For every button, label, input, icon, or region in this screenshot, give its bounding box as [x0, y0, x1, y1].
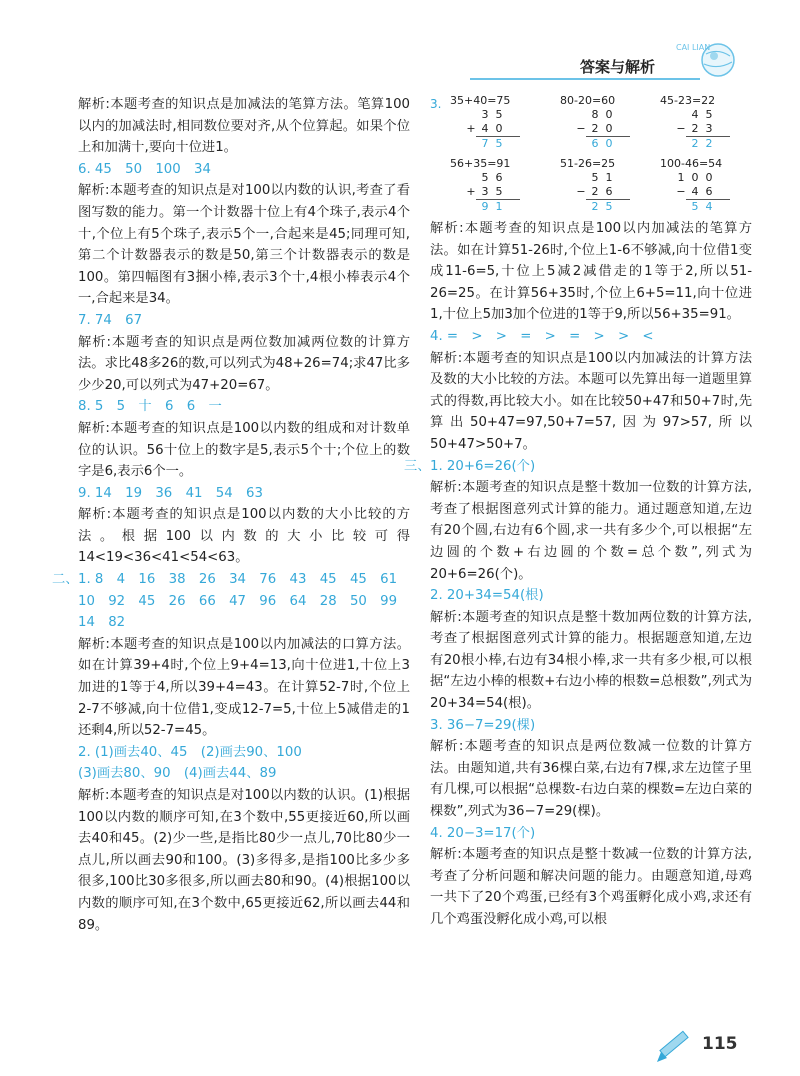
analysis-text: 解析:本题考查的知识点是整十数加两位数的计算方法,考查了根据图意列式计算的能力。根据题意知道,左边有20根小棒,右边有34根小棒,求一共有多少根,可以根据“左边小棒的根数+右边小棒的根数=总根数”,列式为20+34=54(根)。	[430, 609, 752, 712]
calc-digit: 5	[705, 108, 713, 121]
calc-digit	[574, 137, 588, 151]
calc-digit: 1	[605, 171, 613, 184]
calc-digit: 5	[691, 200, 699, 213]
calc-digit	[464, 200, 478, 214]
vertical-calc	[450, 157, 560, 214]
answer-2-1-line3: 14 82	[78, 615, 126, 631]
calc-digit: 3	[481, 108, 489, 121]
calc-digit: 0	[605, 122, 613, 135]
analysis-text: 解析:本题考查的知识点是100以内加减法的计算方法及数的大小比较的方法。本题可以先算出每一道题里算式的得数,再比较大小。如在比较50+47和50+7时,先算出50+47=97,50+7=57,因为97>57,所以50+47>50+7。	[430, 350, 752, 452]
calc-digit: 5	[481, 171, 489, 184]
answer-8: 8. 5 5 十 6 6 一	[78, 399, 222, 415]
calc-equation: 35+40=75	[450, 94, 511, 107]
analysis-text: 解析:本题考查的知识点是对100以内数的认识。(1)根据100以内数的顺序可知,在3个数中,55更接近60,所以画去40和45。(2)少一些,是指比80少一点儿,70比80少一点儿,所以画去90和100。(3)多得多,是指100比多少多很多,100比30多很多,所以画去80和90。(4)根据100以内数的顺序可知,在3个数中,65更接近62,所以画去44和89。	[78, 788, 410, 933]
logo-text: CAI LIAN	[676, 43, 711, 52]
calc-digit: +	[466, 185, 476, 198]
analysis-text: 解析:本题考查的知识点是两位数加减两位数的计算方法。求比48多26的数,可以列式为48+26=74;求47比多少少20,可以列式为47+20=67。	[78, 334, 410, 393]
calc-row-res	[450, 137, 560, 151]
vertical-calc	[660, 94, 770, 151]
calc-digit: 5	[605, 200, 613, 213]
analysis-text: 解析:本题考查的知识点是对100以内数的认识,考查了看图写数的能力。第一个计数器十位上有4个珠子,表示4个十,个位上有5个珠子,表示5个一,合起来是45;同理可知,第二个计数器表示的数是50,第三个计数器表示的数是100。第四幅图有3捆小棒,表示3个十,4根小棒表示4个一,合起来是34。	[78, 183, 410, 307]
calc-row-mid	[660, 122, 770, 136]
answer-3-1: 1. 20+6=26(个)	[430, 458, 536, 474]
calc-digit: 9	[481, 200, 489, 213]
question-3-number: 3.	[430, 97, 442, 111]
calc-digit: 3	[705, 122, 713, 135]
calc-digit: 1	[495, 200, 503, 213]
calc-digit: 4	[481, 122, 489, 135]
calc-equation: 100-46=54	[660, 157, 723, 170]
calc-row-res	[450, 200, 560, 214]
analysis-text: 解析:本题考查的知识点是100以内加减法的笔算方法。如在计算51-26时,个位上1-6不够减,向十位借1变成11-6=5,十位上5减2减借走的1等于2,所以51-26=25。在计算56+35时,个位上6+5=11,向十位进1,十位上5加3加个位进的1等于9,所以56+35=91。	[430, 221, 752, 323]
section-3-label: 三、	[404, 458, 431, 474]
calc-digit	[464, 171, 478, 185]
calc-digit: 1	[677, 171, 685, 184]
answer-2-1-line2: 10 92 45 26 66 47 96 64 28 50 99	[78, 593, 398, 609]
calc-digit: 2	[591, 122, 599, 135]
calc-digit: −	[676, 122, 686, 135]
calc-row-res	[560, 200, 660, 214]
calc-digit	[674, 108, 688, 122]
calc-equation: 80-20=60	[560, 94, 616, 107]
calc-row-top	[450, 108, 560, 122]
calc-digit: 2	[705, 137, 713, 150]
analysis-text: 解析:本题考查的知识点是100以内数的组成和对计数单位的认识。56十位上的数字是5,表示5个十;个位上的数字是6,表示6个一。	[78, 420, 410, 480]
section-2-label: 二、	[52, 572, 79, 588]
calc-row-mid	[450, 122, 560, 136]
calc-row-top	[450, 171, 560, 185]
calc-digit: −	[576, 122, 586, 135]
calc-digit: 3	[481, 185, 489, 198]
calc-equation: 45-23=22	[660, 94, 716, 107]
answer-4: 4. = > > = > = > > <	[430, 328, 654, 344]
calc-digit	[674, 137, 688, 151]
analysis-text: 解析:本题考查的知识点是整十数减一位数的计算方法,考查了分析问题和解决问题的能力。由题意知道,母鸡一共下了20个鸡蛋,已经有3个鸡蛋孵化成小鸡,求还有几个鸡蛋没孵化成小鸡,可以根	[430, 847, 752, 927]
calc-equation: 51-26=25	[560, 157, 616, 170]
analysis-text: 解析:本题考查的知识点是加减法的笔算方法。笔算100以内的加减法时,相同数位要对齐,从个位算起。如果个位上和加满十,要向十位进1。	[78, 97, 410, 156]
answer-2-2-line2: (3)画去80、90 (4)画去44、89	[78, 766, 277, 782]
answer-2-2-line1: 2. (1)画去40、45 (2)画去90、100	[78, 744, 302, 760]
calc-row-mid	[560, 122, 660, 136]
header-title: 答案与解析	[580, 58, 656, 76]
calc-digit: −	[576, 185, 586, 198]
calc-digit: 5	[495, 137, 503, 150]
calc-row-top	[560, 171, 660, 185]
calc-row-top	[660, 108, 770, 122]
calc-row-res	[560, 137, 660, 151]
calc-digit: 2	[591, 200, 599, 213]
calc-digit: 6	[605, 185, 613, 198]
calc-digit: 2	[691, 137, 699, 150]
calc-row-top	[660, 171, 770, 185]
pencil-icon	[651, 1022, 697, 1068]
calc-digit	[464, 108, 478, 122]
calc-digit: 0	[605, 137, 613, 150]
calc-row-mid	[660, 185, 770, 199]
calc-digit	[574, 108, 588, 122]
analysis-text: 解析:本题考查的知识点是整十数加一位数的计算方法,考查了根据图意列式计算的能力。通过题意知道,左边有20个圆,右边有6个圆,求一共有多少个,可以根据“左边圆的个数+右边圆的个数=总个数”,列式为20+6=26(个)。	[430, 480, 752, 582]
calc-row-res	[660, 137, 770, 151]
answer-2-1-line1: 1. 8 4 16 38 26 34 76 43 45 45 61	[78, 572, 398, 588]
calc-digit	[574, 200, 588, 214]
analysis-text: 解析:本题考查的知识点是100以内加减法的口算方法。如在计算39+4时,个位上9+4=13,向十位进1,十位上3加进的1等于4,所以39+4=43。在计算52-7时,个位上2-7不够减,向十位借1,变成12-7=5,十位上5减借走的1还剩4,所以52-7=45。	[78, 636, 410, 739]
calc-digit: 6	[495, 171, 503, 184]
analysis-text: 解析:本题考查的知识点是100以内数的大小比较的方法。根据100以内数的大小比较可得14<19<36<41<54<63。	[78, 507, 410, 566]
calc-row-mid	[560, 185, 660, 199]
answer-6: 6. 45 50 100 34	[78, 161, 211, 177]
analysis-text: 解析:本题考查的知识点是两位数减一位数的计算方法。由题知道,共有36棵白菜,右边有7棵,求左边筐子里有几棵,可以根据“总棵数-右边白菜的棵数=左边白菜的棵数”,列式为36−7=29(棵)。	[430, 739, 752, 820]
vertical-calc	[560, 157, 660, 214]
calc-row-res	[660, 200, 770, 214]
calc-digit: 4	[705, 200, 713, 213]
calc-digit: 7	[481, 137, 489, 150]
question-3-calcs	[430, 94, 752, 214]
answer-3-2: 2. 20+34=54(根)	[430, 588, 544, 604]
calc-digit: 0	[691, 171, 699, 184]
calc-digit: 8	[591, 108, 599, 121]
calc-digit: 0	[605, 108, 613, 121]
globe-logo-icon	[672, 20, 744, 92]
calc-digit: 0	[495, 122, 503, 135]
calc-digit: 6	[705, 185, 713, 198]
calc-digit: 2	[591, 185, 599, 198]
calc-digit: 0	[705, 171, 713, 184]
calc-digit: 6	[591, 137, 599, 150]
calc-digit: −	[676, 185, 686, 198]
vertical-calc	[660, 157, 770, 214]
page-number: 115	[702, 1034, 738, 1054]
calc-digit: 4	[691, 185, 699, 198]
answer-9: 9. 14 19 36 41 54 63	[78, 485, 263, 501]
calc-digit: +	[466, 122, 476, 135]
calc-digit	[464, 137, 478, 151]
calc-equation: 56+35=91	[450, 157, 511, 170]
answer-7: 7. 74 67	[78, 312, 143, 328]
vertical-calc	[450, 94, 560, 151]
vertical-calc	[560, 94, 660, 151]
calc-digit: 2	[691, 122, 699, 135]
calc-digit: 4	[691, 108, 699, 121]
calc-digit: 5	[495, 185, 503, 198]
right-column	[404, 94, 752, 931]
calc-row-mid	[450, 185, 560, 199]
calc-digit: 5	[591, 171, 599, 184]
left-column	[52, 94, 410, 936]
calc-digit: 5	[495, 108, 503, 121]
calc-digit	[574, 171, 588, 185]
calc-digit	[674, 200, 688, 214]
calc-row-top	[560, 108, 660, 122]
answer-3-4: 4. 20−3=17(个)	[430, 825, 536, 841]
answer-3-3: 3. 36−7=29(棵)	[430, 717, 536, 733]
header-rule	[470, 78, 700, 80]
